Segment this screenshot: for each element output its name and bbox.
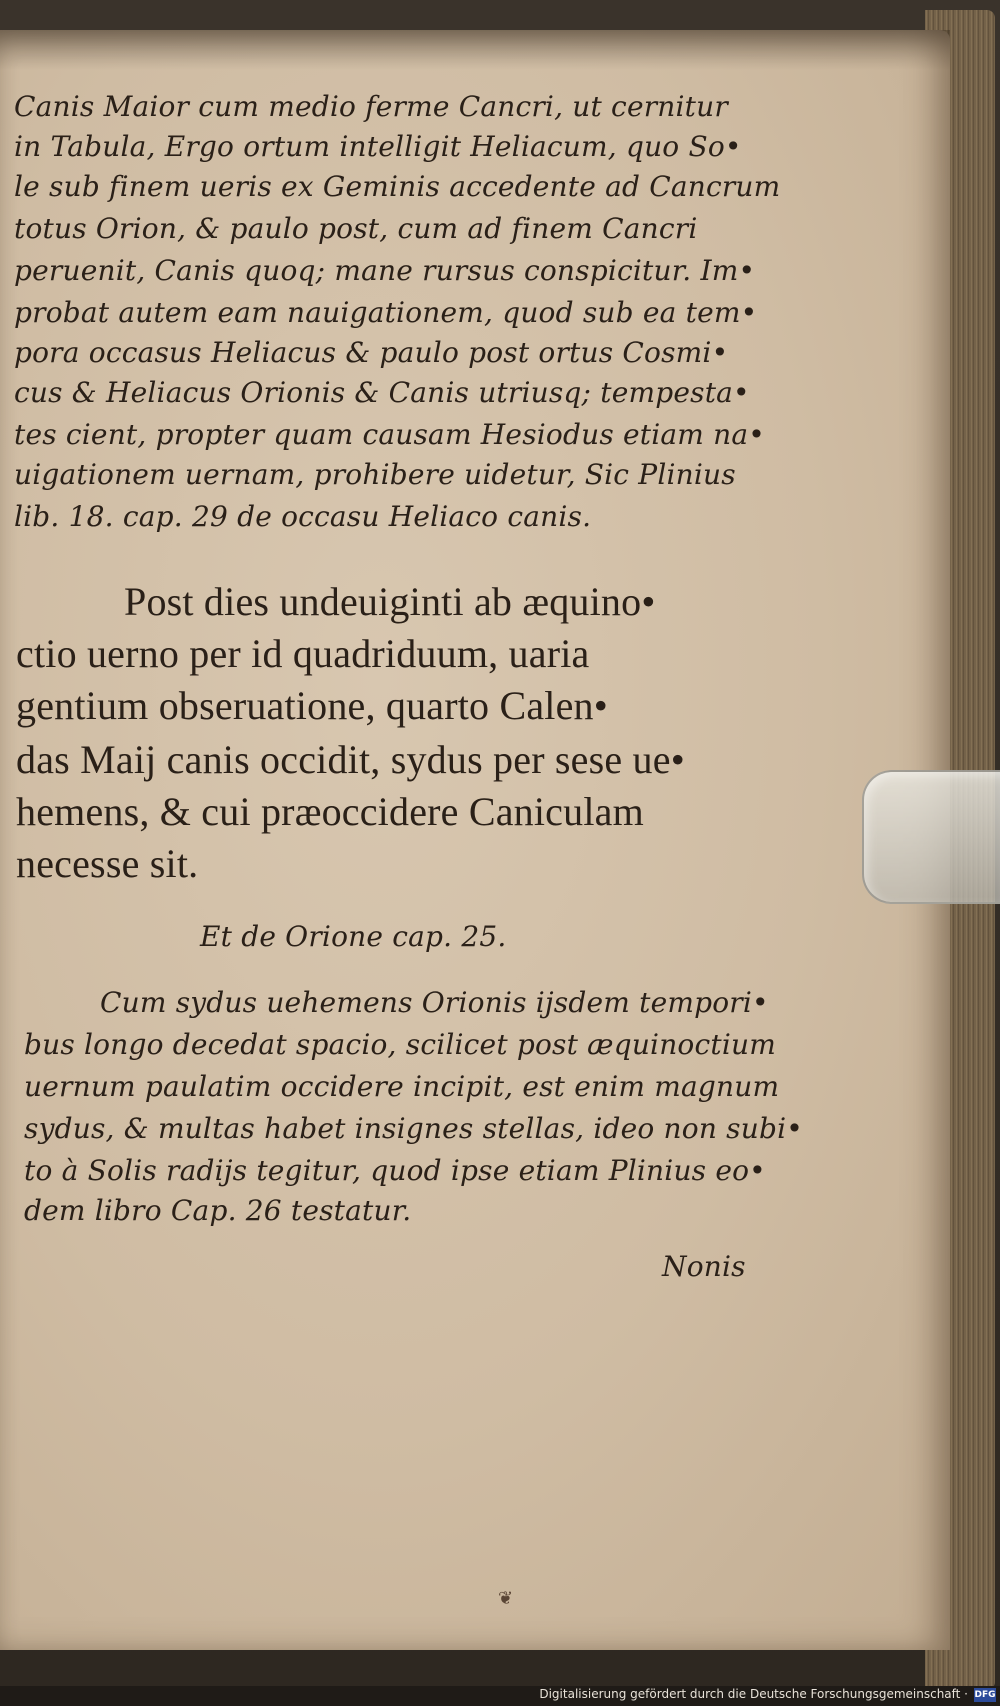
page-clip-holder bbox=[862, 770, 1000, 904]
text-line: necesse sit. bbox=[16, 841, 199, 886]
catchword: Nonis bbox=[662, 1250, 746, 1283]
page-top-shadow bbox=[0, 30, 950, 70]
text-line: to à Solis radijs tegitur, quod ipse etiam Plinius eo• bbox=[24, 1154, 766, 1187]
text-line: in Tabula, Ergo ortum intelligit Heliacum, quo So• bbox=[14, 130, 742, 163]
text-line: cus & Heliacus Orionis & Canis utriusq; tempesta• bbox=[14, 376, 750, 409]
text-line: Post dies undeuiginti ab æquino• bbox=[124, 579, 656, 624]
text-line: hemens, & cui præoccidere Caniculam bbox=[16, 789, 644, 834]
text-line: probat autem eam nauigationem, quod sub ea tem• bbox=[14, 296, 758, 329]
text-line: lib. 18. cap. 29 de occasu Heliaco canis. bbox=[14, 500, 592, 533]
section-heading: Et de Orione cap. 25. bbox=[200, 920, 507, 953]
text-line: le sub finem ueris ex Geminis accedente ad Cancrum bbox=[14, 170, 781, 203]
text-line: sydus, & multas habet insignes stellas, ideo non subi• bbox=[24, 1112, 803, 1145]
text-line: bus longo decedat spacio, scilicet post æquinoctium bbox=[24, 1028, 776, 1061]
text-line: tes cient, propter quam causam Hesiodus etiam na• bbox=[14, 418, 765, 451]
text-line: Canis Maior cum medio ferme Cancri, ut cernitur bbox=[14, 90, 728, 123]
footer-credit: Digitalisierung gefördert durch die Deutsche Forschungsgemeinschaft · bbox=[539, 1687, 968, 1701]
text-line: Cum sydus uehemens Orionis ijsdem tempori• bbox=[100, 986, 769, 1019]
text-line: peruenit, Canis quoq; mane rursus conspicitur. Im• bbox=[14, 254, 756, 287]
text-line: gentium obseruatione, quarto Calen• bbox=[16, 683, 608, 728]
text-line: pora occasus Heliacus & paulo post ortus Cosmi• bbox=[14, 336, 729, 369]
ornament-icon: ❦ bbox=[498, 1588, 514, 1609]
text-line: uigationem uernam, prohibere uidetur, Sic Plinius bbox=[14, 458, 736, 491]
text-line: ctio uerno per id quadriduum, uaria bbox=[16, 631, 590, 676]
dfg-logo: DFG bbox=[974, 1690, 996, 1700]
book-page bbox=[0, 30, 950, 1650]
text-line: uernum paulatim occidere incipit, est enim magnum bbox=[24, 1070, 780, 1103]
text-line: dem libro Cap. 26 testatur. bbox=[24, 1194, 412, 1227]
text-line: totus Orion, & paulo post, cum ad finem Cancri bbox=[14, 212, 698, 245]
text-line: das Maij canis occidit, sydus per sese ue• bbox=[16, 737, 685, 782]
